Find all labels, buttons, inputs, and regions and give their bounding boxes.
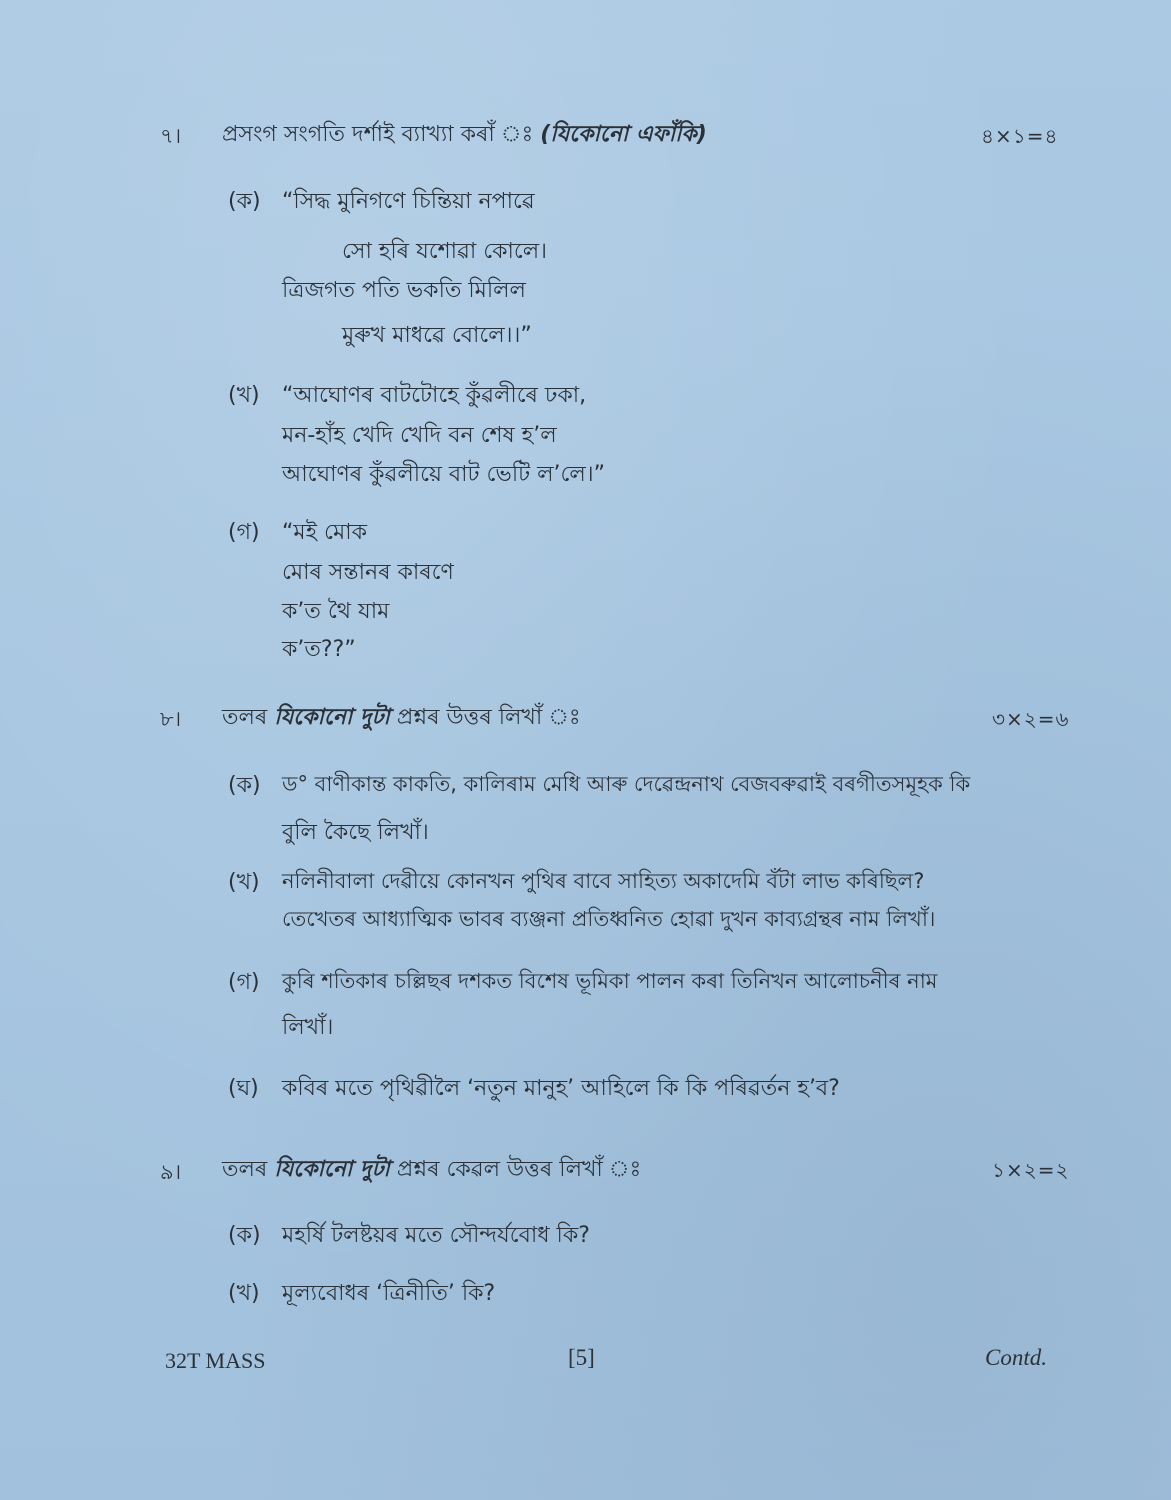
q8-item-line: তেখেতৰ আধ্যাত্মিক ভাবৰ ব্যঞ্জনা প্ৰতিধ্বনিত হোৱা দুখন কাব্যগ্ৰন্থৰ নাম লিখাঁ। <box>282 907 936 931</box>
q8-item-line: কবিৰ মতে পৃথিৱীলৈ ‘নতুন মানুহ’ আহিলে কি কি পৰিৱৰ্তন হ’ব? <box>282 1076 840 1101</box>
q7-verse-line: মন-হাঁহ খেদি খেদি বন শেষ হ’ল <box>282 423 557 448</box>
q7-verse-line: আঘোণৰ কুঁৱলীয়ে বাট ভেটি ল’লে।” <box>282 462 606 487</box>
q8-instruction-post: প্ৰশ্নৰ উত্তৰ লিখাঁ ঃ <box>396 705 581 730</box>
q8-item-line: লিখাঁ। <box>282 1015 334 1040</box>
q9-item-line: মহৰ্ষি টলষ্টয়ৰ মতে সৌন্দৰ্যবোধ কি? <box>282 1223 590 1248</box>
q9-item-label: (ক) <box>228 1223 261 1248</box>
q7-marks: ৪×১=৪ <box>981 124 1059 148</box>
q8-marks: ৩×২=৬ <box>992 707 1070 731</box>
q8-item-line: ড° বাণীকান্ত কাকতি, কালিৰাম মেধি আৰু দেৱেন্দ্ৰনাথ বেজবৰুৱাই বৰগীতসমূহক কি <box>282 772 971 796</box>
q8-item-label: (গ) <box>228 970 260 995</box>
q7-verse-line: “আঘোণৰ বাটটোহে কুঁৱলীৰে ঢকা, <box>282 383 587 408</box>
q7-verse-line: ক’ত থৈ যাম <box>282 599 390 624</box>
q9-item-line: মূল্যবোধৰ ‘ত্ৰিনীতি’ কি? <box>282 1281 496 1306</box>
q7-instruction <box>222 117 707 154</box>
q8-item-label: (ক) <box>228 773 261 798</box>
q7-verse-line: “সিদ্ধ মুনিগণে চিন্তিয়া নপাৱে <box>282 189 535 214</box>
q9-instruction-post: প্ৰশ্নৰ কেৱল উত্তৰ লিখাঁ ঃ <box>396 1157 642 1182</box>
q7-item-label: (ক) <box>228 189 261 214</box>
q9-emphasis: যিকোনো দুটা <box>274 1157 390 1182</box>
q8-item-line: বুলি কৈছে লিখাঁ। <box>282 820 429 845</box>
q9-number: ৯। <box>160 1160 182 1184</box>
q9-instruction-pre: তলৰ <box>222 1157 268 1182</box>
q7-verse-line: ক’ত??” <box>282 637 356 662</box>
q8-number: ৮। <box>160 707 182 731</box>
q8-instruction-pre: তলৰ <box>222 705 268 730</box>
q8-item-label: (খ) <box>228 870 260 895</box>
q8-item-line: নলিনীবালা দেৱীয়ে কোনখন পুথিৰ বাবে সাহিত্য অকাদেমি বঁটা লাভ কৰিছিল? <box>282 869 925 893</box>
footer-continued: Contd. <box>985 1345 1047 1370</box>
q7-item-label: (গ) <box>228 520 260 545</box>
q8-item-label: (ঘ) <box>228 1076 259 1101</box>
footer-course-code: 32T MASS <box>165 1348 266 1373</box>
q8-item-line: কুৰি শতিকাৰ চল্লিছৰ দশকত বিশেষ ভূমিকা পালন কৰা তিনিখন আলোচনীৰ নাম <box>282 969 938 993</box>
q8-instruction <box>222 700 581 737</box>
q7-verse-line: সো হৰি যশোৱা কোলে। <box>342 239 548 264</box>
q7-number: ৭। <box>160 124 182 148</box>
q9-item-label: (খ) <box>228 1281 260 1306</box>
q7-verse-line: ত্ৰিজগত পতি ভকতি মিলিল <box>282 278 526 303</box>
q7-verse-line: মুৰুখ মাধৱে বোলে।।” <box>342 323 532 348</box>
q9-marks: ১×২=২ <box>992 1158 1070 1182</box>
q7-emphasis: (যিকোনো এফাঁকি) <box>540 122 707 147</box>
q9-instruction <box>222 1152 641 1189</box>
q8-emphasis: যিকোনো দুটা <box>274 705 390 730</box>
q7-instruction-text: প্ৰসংগ সংগতি দৰ্শাই ব্যাখ্যা কৰাঁ ঃ <box>222 122 534 147</box>
footer-page-number: [5] <box>568 1345 595 1370</box>
q7-verse-line: মোৰ সন্তানৰ কাৰণে <box>282 560 454 585</box>
q7-item-label: (খ) <box>228 383 260 408</box>
q7-verse-line: “মই মোক <box>282 520 367 545</box>
